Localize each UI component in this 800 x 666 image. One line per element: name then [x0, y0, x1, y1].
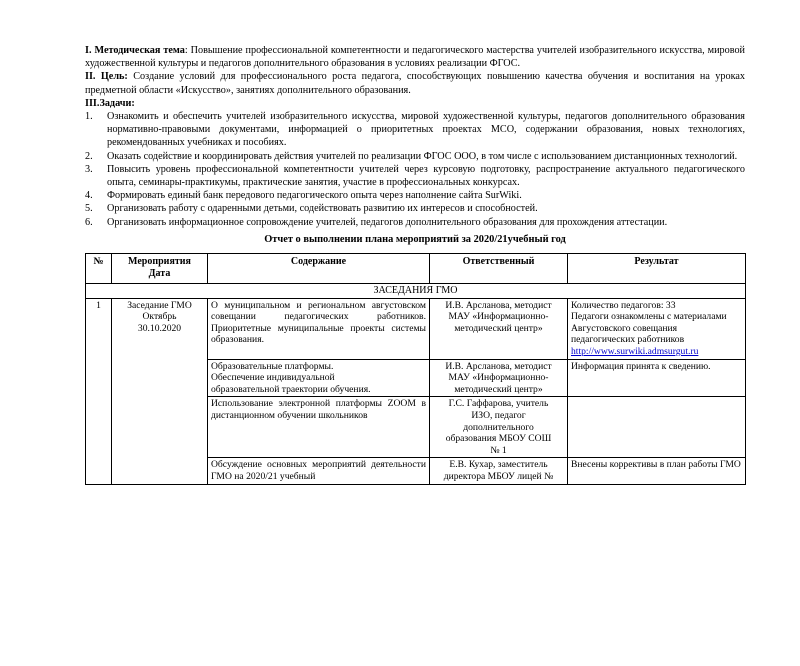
- header-event: [112, 253, 208, 283]
- task-item: [85, 150, 745, 163]
- row-result: [568, 298, 746, 359]
- event-line-2: Октябрь: [142, 311, 177, 323]
- section-label-zasedaniya-gmo: ЗАСЕДАНИЯ ГМО: [86, 284, 746, 299]
- task-item: [85, 110, 745, 150]
- row-content: О муниципальном и региональном августовском совещании педагогических работников. Приоритетные муниципальные проекты системы образования.: [208, 298, 430, 359]
- responsible-line-3: дополнительного: [463, 421, 534, 433]
- result-body: Педагоги ознакомлены с материалами Августовского совещания педагогических работников: [571, 311, 727, 346]
- report-title: Отчет о выполнении плана мероприятий за 2020/21учебный год: [264, 233, 566, 245]
- responsible-line-5: № 1: [490, 444, 507, 456]
- task-number: 5.: [85, 203, 93, 215]
- row-responsible: [430, 359, 568, 397]
- methodical-topic-paragraph: [85, 44, 745, 70]
- table-header-row: [86, 253, 746, 283]
- header-event-line1: Мероприятия: [128, 255, 191, 267]
- methodical-topic-label: I. Методическая тема: [85, 45, 185, 56]
- responsible-line-2: директора МБОУ лицей №: [443, 470, 554, 482]
- responsible-line-3: методический центр»: [454, 383, 543, 395]
- row-content: [208, 359, 430, 397]
- task-text: Повысить уровень профессиональной компетентности учителей через курсовую подготовку, распространение актуального педагогического опыта, семинары-практикумы, практические занятия, участие в профессиональных конкурсах.: [107, 163, 745, 189]
- content-line-3: образовательной траектории обучения.: [211, 383, 371, 395]
- responsible-line-1: Г.С. Гаффарова, учитель: [448, 398, 549, 410]
- content-line-1: Образовательные платформы.: [211, 360, 334, 372]
- task-item: [85, 216, 745, 229]
- task-number: 2.: [85, 150, 93, 162]
- goal-body: Создание условий для профессионального роста педагога, способствующих повышению качества обучения и воспитания на уроках предметной области «Искусство», занятиях дополнительного образования.: [85, 71, 746, 96]
- header-num: №: [86, 253, 112, 283]
- task-number: 6.: [85, 216, 93, 228]
- responsible-line-1: И.В. Арсланова, методист: [445, 360, 552, 372]
- responsible-line-3: методический центр»: [454, 322, 543, 334]
- goal-paragraph: [85, 70, 745, 96]
- task-item: [85, 202, 745, 215]
- event-line-3: 30.10.2020: [137, 322, 182, 334]
- intro-section: [85, 44, 745, 110]
- responsible-line-2: МАУ «Информационно-: [448, 372, 549, 384]
- row-event: [112, 298, 208, 484]
- header-responsible: Ответственный: [430, 253, 568, 283]
- methodical-topic-body: : Повышение профессиональной компетентности и педагогического мастерства учителей изобразительного искусства, мировой художественной культуры и педагогов дополнительного образования в условиях реализации ФГОС.: [85, 45, 746, 70]
- row-number: 1: [86, 298, 112, 484]
- task-item: [85, 163, 745, 189]
- surwiki-link[interactable]: http://www.surwiki.admsurgut.ru: [571, 346, 699, 357]
- goal-label: II. Цель:: [85, 71, 128, 83]
- row-responsible: [430, 298, 568, 359]
- responsible-line-2: МАУ «Информационно-: [448, 311, 549, 323]
- task-number: 4.: [85, 190, 93, 202]
- event-line-1: Заседание ГМО: [127, 299, 192, 311]
- responsible-line-4: образования МБОУ СОШ: [445, 433, 552, 445]
- task-text: Ознакомить и обеспечить учителей изобразительного искусства, мировой художественной культуры, педагогов дополнительного образования нормативно-правовыми документами, информацией о приоритетных проектах МСО, содержании образования, новых технологиях, рекомендованных учебниках и пособиях.: [107, 111, 745, 149]
- task-text: Организовать работу с одаренными детьми, содействовать развитию их интересов и способностей.: [107, 203, 538, 215]
- result-count: Количество педагогов: 33: [571, 299, 676, 311]
- row-responsible: [430, 397, 568, 458]
- row-content: Использование электронной платформы ZOOM в дистанционном обучении школьников: [208, 397, 430, 458]
- responsible-line-2: ИЗО, педагог: [471, 409, 526, 421]
- header-event-line2: Дата: [148, 268, 171, 280]
- tasks-heading-label: III.Задачи:: [85, 97, 135, 109]
- row-result: [568, 397, 746, 458]
- page-bottom-clip: [0, 566, 800, 666]
- header-content: Содержание: [208, 253, 430, 283]
- table-row: [86, 298, 746, 359]
- responsible-line-1: Е.В. Кухар, заместитель: [449, 459, 548, 471]
- tasks-list: [85, 110, 745, 229]
- task-text: Оказать содействие и координировать действия учителей по реализации ФГОС ООО, в том числе с использованием дистанционных технологий.: [107, 150, 738, 162]
- table-section-row: [86, 284, 746, 299]
- task-text: Формировать единый банк передового педагогического опыта через наполнение сайта SurWiki.: [107, 190, 522, 202]
- report-table: [85, 253, 746, 485]
- row-result: Информация принята к сведению.: [568, 359, 746, 397]
- task-text: Организовать информационное сопровождение учителей, педагогов дополнительного образования для прохождения аттестации.: [107, 216, 668, 228]
- content-line-2: Обеспечение индивидуальной: [211, 372, 335, 384]
- header-result: Результат: [568, 253, 746, 283]
- responsible-line-1: И.В. Арсланова, методист: [445, 299, 552, 311]
- task-item: [85, 189, 745, 202]
- task-number: 3.: [85, 163, 93, 175]
- task-number: 1.: [85, 111, 93, 123]
- row-responsible: [430, 458, 568, 484]
- tasks-heading: [85, 97, 745, 110]
- row-content: Обсуждение основных мероприятий деятельности ГМО на 2020/21 учебный: [208, 458, 430, 484]
- row-result: Внесены коррективы в план работы ГМО: [568, 458, 746, 484]
